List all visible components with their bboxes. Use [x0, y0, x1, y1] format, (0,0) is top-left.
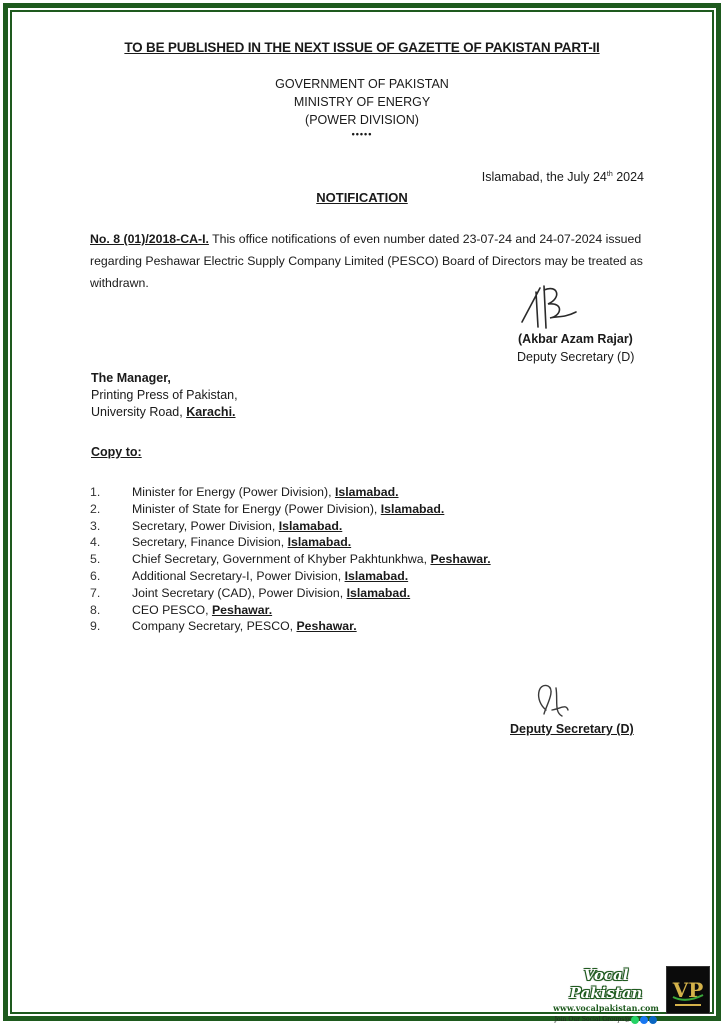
- gazette-heading: TO BE PUBLISHED IN THE NEXT ISSUE OF GAZETTE OF PAKISTAN PART-II: [124, 40, 600, 55]
- org-division: (POWER DIVISION): [305, 113, 419, 127]
- recipient: Chief Secretary, Government of Khyber Pakhtunkhwa,: [132, 552, 431, 567]
- recipient: Secretary, Power Division,: [132, 518, 279, 533]
- list-item-number: 6.: [90, 568, 101, 583]
- list-item: [90, 501, 491, 518]
- notification-title: NOTIFICATION: [316, 190, 408, 205]
- list-item: [90, 568, 491, 585]
- recipient-city: Islamabad.: [344, 568, 409, 583]
- list-item: [90, 534, 491, 551]
- list-item-text: [132, 618, 357, 635]
- list-item: [90, 602, 491, 619]
- recipient: Joint Secretary (CAD), Power Division,: [132, 585, 347, 600]
- vp-logo-text: VP: [672, 978, 704, 1002]
- signatory-name: (Akbar Azam Rajar): [518, 332, 633, 346]
- recipient: Secretary, Finance Division,: [132, 535, 288, 550]
- vp-logo: [666, 966, 710, 1014]
- list-item-text: [132, 551, 491, 568]
- list-item: [90, 618, 491, 635]
- facebook-icon[interactable]: [640, 1016, 648, 1024]
- list-item: [90, 484, 491, 501]
- list-item-text: [132, 518, 342, 535]
- list-item-number: 5.: [90, 552, 101, 567]
- date-text: Islamabad, the July 24: [481, 170, 607, 184]
- vocal-pakistan-watermark: [546, 966, 710, 1023]
- watermark-brand: Vocal Pakistan: [569, 966, 643, 1002]
- org-ministry: MINISTRY OF ENERGY: [293, 95, 431, 109]
- list-item: [90, 585, 491, 602]
- signatory-title: Deputy Secretary (D): [517, 350, 635, 364]
- addressee-line-2: Printing Press of Pakistan,: [91, 388, 238, 402]
- list-item-text: [132, 568, 408, 585]
- notification-reference: No. 8 (01)/2018-CA-I.: [90, 232, 209, 246]
- copy-to-heading: Copy to:: [91, 445, 142, 459]
- addressee-line-3: [91, 404, 238, 421]
- list-item: [90, 551, 491, 568]
- recipient-city: Islamabad.: [346, 585, 411, 600]
- recipient-city: Peshawar.: [211, 602, 273, 617]
- list-item-number: 3.: [90, 518, 101, 533]
- recipient-city: Islamabad.: [287, 535, 352, 550]
- org-government: GOVERNMENT OF PAKISTAN: [275, 77, 449, 91]
- recipient-city: Islamabad.: [334, 485, 399, 499]
- second-signatory-title: Deputy Secretary (D): [510, 722, 634, 736]
- signature-akbar-azam-rajar: [518, 282, 628, 337]
- addressee-line-1: The Manager,: [91, 371, 171, 385]
- list-item-text: [132, 534, 351, 551]
- recipient-city: Islamabad.: [380, 501, 445, 516]
- recipient-city: Islamabad.: [278, 518, 343, 533]
- date-year: 2024: [612, 170, 644, 184]
- list-item-text: [132, 602, 272, 619]
- recipient: CEO PESCO,: [132, 602, 212, 617]
- list-item-text: [132, 585, 410, 602]
- recipient-city: Peshawar.: [296, 619, 357, 634]
- copy-to-list: [90, 484, 491, 635]
- recipient: Minister of State for Energy (Power Division),: [132, 501, 381, 516]
- signature-deputy-secretary: [532, 680, 592, 725]
- list-item-number: 1.: [90, 485, 101, 499]
- recipient: Company Secretary, PESCO,: [132, 619, 297, 634]
- list-item-text: [132, 484, 399, 501]
- linkedin-icon[interactable]: [649, 1016, 657, 1024]
- list-item-number: 7.: [90, 585, 101, 600]
- list-item-number: 8.: [90, 602, 101, 617]
- list-item-number: 4.: [90, 535, 101, 550]
- watermark-social: [546, 1014, 666, 1026]
- recipient: Minister for Energy (Power Division),: [132, 485, 335, 499]
- whatsapp-icon[interactable]: [631, 1016, 639, 1024]
- recipient: Additional Secretary-I, Power Division,: [132, 568, 345, 583]
- social-label: Join Our Social Groups@: [554, 1016, 631, 1023]
- addressee-road: University Road,: [91, 405, 187, 419]
- list-item-number: 9.: [90, 619, 101, 634]
- date-ordinal: th: [606, 170, 613, 178]
- addressee-block: [91, 370, 238, 421]
- list-item-text: [132, 501, 444, 518]
- watermark-url[interactable]: www.vocalpakistan.com: [553, 1003, 659, 1013]
- addressee-city: Karachi.: [186, 405, 236, 419]
- list-item: [90, 518, 491, 535]
- vp-logo-icon: [667, 967, 709, 1013]
- notification-text: This office notifications of even number dated 23-07-24 and 24-07-2024 issued regarding Peshawar Electric Supply Company Limited (PESCO) Board of Directors may be treated as withdrawn.: [90, 232, 643, 290]
- ornament-stars: •••••: [351, 129, 373, 139]
- issue-date: [482, 170, 644, 184]
- list-item-number: 2.: [90, 501, 101, 516]
- recipient-city: Peshawar.: [430, 552, 491, 567]
- watermark-text: [546, 966, 666, 1026]
